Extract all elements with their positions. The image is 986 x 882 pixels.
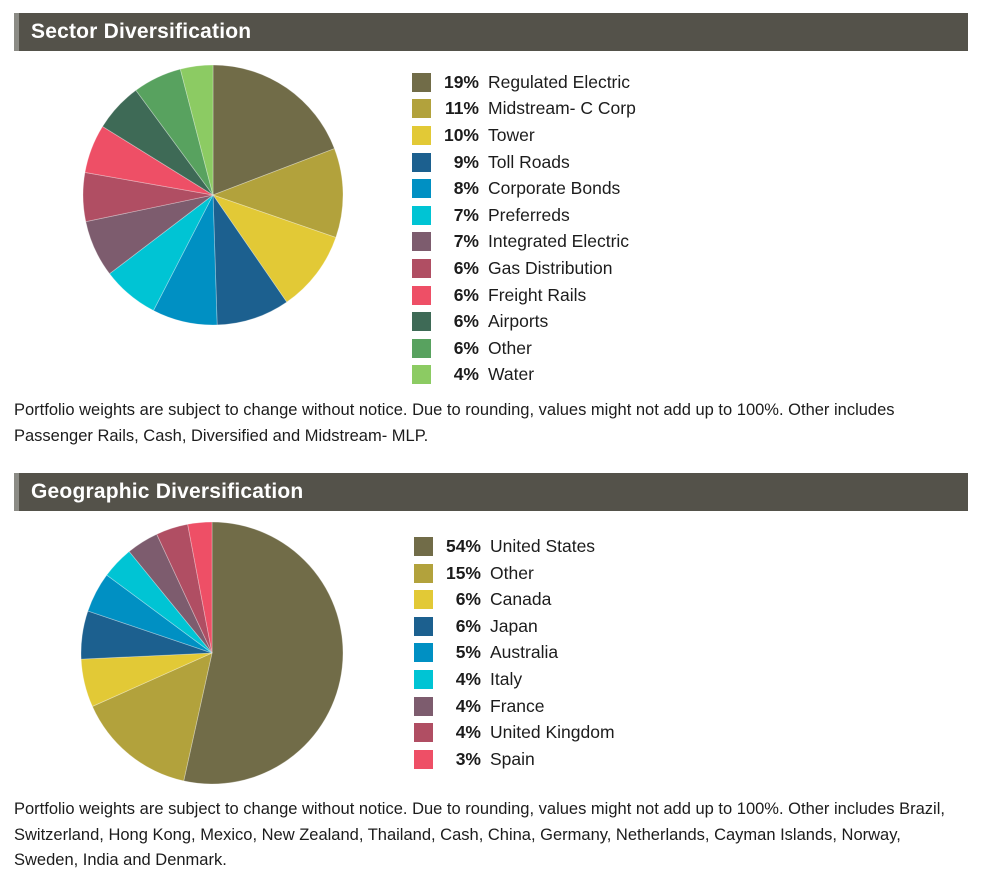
sector-diversification-section bbox=[0, 13, 986, 449]
legend-label: Airports bbox=[488, 311, 549, 332]
legend-percent: 6% bbox=[455, 615, 481, 636]
sector-legend bbox=[412, 69, 636, 388]
legend-item-corporate-bonds bbox=[412, 175, 636, 202]
legend-label: France bbox=[490, 695, 545, 716]
geographic-section-header bbox=[14, 473, 968, 511]
legend-swatch-australia bbox=[414, 643, 433, 662]
sector-section-title: Sector Diversification bbox=[31, 20, 252, 43]
legend-item-italy bbox=[414, 666, 615, 693]
legend-label: Toll Roads bbox=[488, 151, 570, 172]
legend-label: Corporate Bonds bbox=[488, 178, 621, 199]
legend-item-water bbox=[412, 362, 636, 389]
legend-item-other bbox=[414, 560, 615, 587]
legend-swatch-regulated-electric bbox=[412, 73, 431, 92]
legend-swatch-toll-roads bbox=[412, 153, 431, 172]
legend-swatch-italy bbox=[414, 670, 433, 689]
geographic-section-title: Geographic Diversification bbox=[31, 480, 304, 504]
sector-section-header bbox=[14, 13, 968, 51]
legend-item-australia bbox=[414, 640, 615, 667]
geographic-diversification-section bbox=[0, 473, 986, 874]
legend-percent: 4% bbox=[455, 669, 481, 690]
legend-swatch-airports bbox=[412, 312, 431, 331]
legend-percent: 7% bbox=[453, 231, 479, 252]
legend-swatch-united-kingdom bbox=[414, 723, 433, 742]
legend-item-united-kingdom bbox=[414, 719, 615, 746]
legend-swatch-united-states bbox=[414, 537, 433, 556]
legend-percent: 5% bbox=[455, 642, 481, 663]
legend-item-france bbox=[414, 693, 615, 720]
legend-percent: 6% bbox=[453, 311, 479, 332]
legend-item-tower bbox=[412, 122, 636, 149]
legend-label: Water bbox=[488, 364, 535, 385]
legend-swatch-other bbox=[412, 339, 431, 358]
sector-footnote: Portfolio weights are subject to change without notice. Due to rounding, values might not add up to 100%. Other includes Passenger Rails, Cash, Diversified and Midstream- MLP. bbox=[14, 401, 895, 445]
legend-item-regulated-electric bbox=[412, 69, 636, 96]
sector-pie-chart bbox=[82, 64, 344, 326]
legend-item-integrated-electric bbox=[412, 229, 636, 256]
legend-percent: 4% bbox=[455, 722, 481, 743]
legend-label: Integrated Electric bbox=[488, 231, 630, 252]
legend-item-other bbox=[412, 335, 636, 362]
legend-percent: 6% bbox=[453, 257, 479, 278]
legend-percent: 54% bbox=[445, 536, 481, 557]
legend-item-airports bbox=[412, 308, 636, 335]
legend-item-japan bbox=[414, 613, 615, 640]
legend-item-midstream-c-corp bbox=[412, 96, 636, 123]
legend-label: Regulated Electric bbox=[488, 71, 631, 92]
geographic-legend bbox=[414, 533, 615, 772]
sector-chart-row bbox=[0, 64, 986, 388]
legend-percent: 4% bbox=[455, 695, 481, 716]
legend-label: Preferreds bbox=[488, 204, 570, 225]
legend-label: United States bbox=[490, 536, 596, 557]
legend-percent: 15% bbox=[445, 562, 481, 583]
legend-label: Japan bbox=[490, 615, 538, 636]
legend-swatch-freight-rails bbox=[412, 286, 431, 305]
legend-swatch-other bbox=[414, 564, 433, 583]
legend-swatch-water bbox=[412, 365, 431, 384]
legend-label: United Kingdom bbox=[490, 722, 615, 743]
legend-swatch-corporate-bonds bbox=[412, 179, 431, 198]
legend-label: Freight Rails bbox=[488, 284, 587, 305]
legend-percent: 7% bbox=[453, 204, 479, 225]
legend-percent: 6% bbox=[453, 284, 479, 305]
geographic-footnote: Portfolio weights are subject to change without notice. Due to rounding, values might not add up to 100%. Other includes Brazil, Switzerland, Hong Kong, Mexico, New Zealand, Thailand, Cash, China, Germany, Netherlands, Cayman Islands, Norway, Sweden, India and Denmark. bbox=[14, 800, 945, 870]
legend-label: Other bbox=[490, 562, 534, 583]
legend-label: Midstream- C Corp bbox=[488, 98, 636, 119]
legend-item-canada bbox=[414, 586, 615, 613]
legend-swatch-japan bbox=[414, 617, 433, 636]
legend-percent: 11% bbox=[444, 98, 479, 119]
legend-swatch-tower bbox=[412, 126, 431, 145]
legend-percent: 6% bbox=[455, 589, 481, 610]
legend-item-gas-distribution bbox=[412, 255, 636, 282]
geographic-pie-chart bbox=[80, 521, 344, 785]
legend-item-preferreds bbox=[412, 202, 636, 229]
legend-label: Other bbox=[488, 337, 532, 358]
legend-item-freight-rails bbox=[412, 282, 636, 309]
legend-percent: 19% bbox=[443, 71, 479, 92]
legend-percent: 3% bbox=[455, 748, 481, 769]
legend-percent: 4% bbox=[453, 364, 479, 385]
legend-swatch-gas-distribution bbox=[412, 259, 431, 278]
legend-label: Spain bbox=[490, 748, 535, 769]
legend-swatch-canada bbox=[414, 590, 433, 609]
legend-item-spain bbox=[414, 746, 615, 773]
legend-item-united-states bbox=[414, 533, 615, 560]
legend-percent: 8% bbox=[453, 178, 479, 199]
legend-label: Australia bbox=[490, 642, 559, 663]
legend-percent: 6% bbox=[453, 337, 479, 358]
geographic-chart-row bbox=[0, 521, 986, 785]
legend-item-toll-roads bbox=[412, 149, 636, 176]
legend-swatch-france bbox=[414, 697, 433, 716]
legend-label: Italy bbox=[490, 669, 523, 690]
legend-swatch-integrated-electric bbox=[412, 232, 431, 251]
legend-percent: 9% bbox=[453, 151, 479, 172]
legend-swatch-preferreds bbox=[412, 206, 431, 225]
legend-percent: 10% bbox=[443, 124, 479, 145]
legend-label: Canada bbox=[490, 589, 552, 610]
legend-label: Tower bbox=[488, 124, 535, 145]
legend-label: Gas Distribution bbox=[488, 257, 613, 278]
legend-swatch-midstream-c-corp bbox=[412, 99, 431, 118]
legend-swatch-spain bbox=[414, 750, 433, 769]
